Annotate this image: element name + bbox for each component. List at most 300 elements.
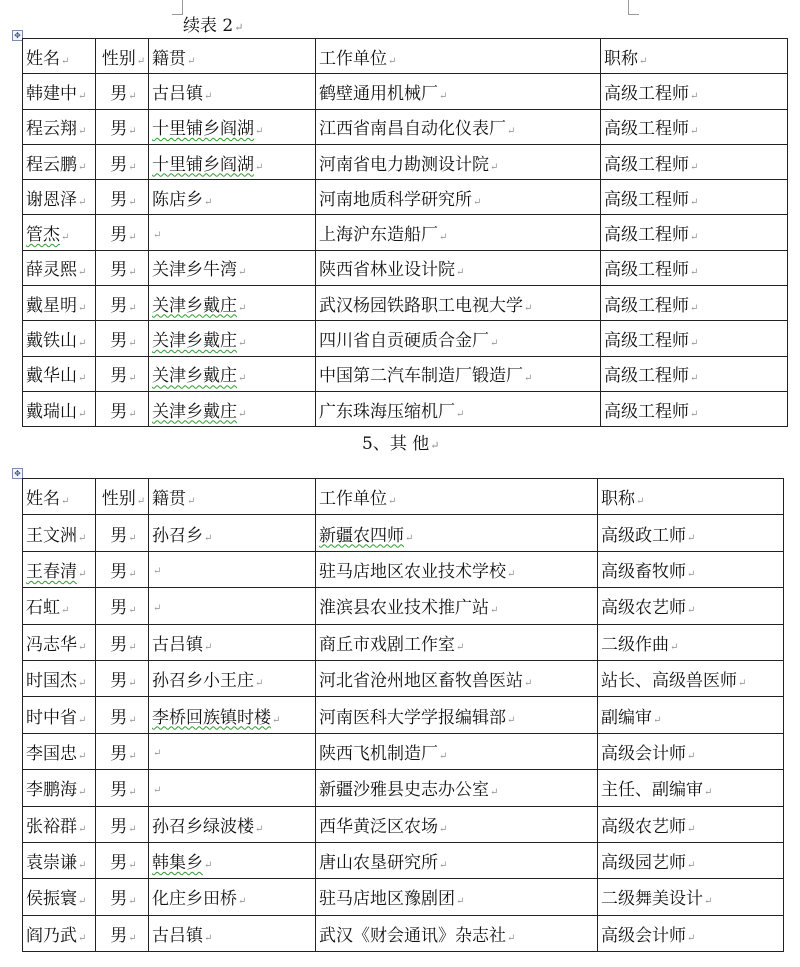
paragraph-mark-icon: ↵ [456,408,465,420]
paragraph-mark-icon: ↵ [78,161,87,173]
paragraph-mark-icon: ↵ [204,860,213,872]
paragraph-mark-icon: ↵ [238,373,247,385]
header-gender [96,479,149,515]
name-cell [23,515,96,551]
native-place-text: 李桥回族镇时楼 [152,707,271,728]
paragraph-mark-icon: ↵ [636,496,645,508]
table-row [23,551,784,587]
name-text: 侯振寰 [26,889,77,910]
work-unit-cell [316,250,601,285]
title-cell [601,144,788,179]
native-place-cell [149,391,316,426]
paragraph-mark-icon: ↵ [234,21,244,34]
native-place-cell [149,286,316,321]
work-unit-text: 淮滨县农业技术推广站 [319,598,489,619]
title-cell [598,879,784,915]
work-unit-text: 中国第二汽车制造厂锻造厂 [319,366,523,387]
native-place-cell [149,624,316,660]
table-row [23,624,784,660]
paragraph-mark-icon: ↵ [388,496,397,508]
title-cell [601,180,788,215]
gender-cell [96,356,149,391]
native-place-text: 古吕镇 [152,925,203,946]
work-unit-text: 陕西飞机制造厂 [319,743,438,764]
work-unit-text: 河北省沧州地区畜牧兽医站 [319,671,523,692]
title-text: 高级工程师 [604,225,689,246]
paragraph-mark-icon: ↵ [153,748,162,760]
paragraph-mark-icon: ↵ [78,408,87,420]
name-text: 韩建中 [26,83,77,104]
native-place-text: 关津乡戴庄 [152,401,237,422]
header-text: 工作单位 [319,48,387,69]
name-cell [23,356,96,391]
native-place-cell [149,660,316,696]
table-row [23,733,784,769]
paragraph-mark-icon: ↵ [78,302,87,314]
paragraph-mark-icon: ↵ [128,90,137,102]
paragraph-mark-icon: ↵ [153,784,162,796]
gender-text: 男 [110,671,128,692]
native-place-text: 十里铺乡阎湖 [152,154,254,175]
native-place-text: 古吕镇 [152,83,203,104]
gender-text: 男 [110,83,128,104]
paragraph-mark-icon: ↵ [78,860,87,872]
paragraph-mark-icon: ↵ [456,641,465,653]
title-text: 高级工程师 [604,119,689,140]
work-unit-cell [316,515,598,551]
table-row [23,697,784,733]
paragraph-mark-icon: ↵ [78,714,87,726]
paragraph-mark-icon: ↵ [690,126,699,138]
paragraph-mark-icon: ↵ [439,750,448,762]
paragraph-mark-icon: ↵ [238,896,247,908]
title-cell [601,286,788,321]
paragraph-mark-icon: ↵ [405,532,414,544]
native-place-cell [149,109,316,144]
paragraph-mark-icon: ↵ [128,750,137,762]
table-row [23,842,784,878]
title-text: 高级农艺师 [601,598,686,619]
native-place-cell [149,806,316,842]
table-row [23,250,788,285]
paragraph-mark-icon: ↵ [388,55,397,67]
name-text: 时中省 [26,707,77,728]
paragraph-mark-icon: ↵ [653,714,662,726]
native-place-cell [149,144,316,179]
work-unit-cell [316,915,598,951]
native-place-cell [149,697,316,733]
paragraph-mark-icon: ↵ [690,373,699,385]
work-unit-cell [316,806,598,842]
header-work-unit [316,479,598,515]
name-cell [23,321,96,356]
gender-cell [96,250,149,285]
name-cell [23,733,96,769]
paragraph-mark-icon: ↵ [136,55,146,67]
native-place-cell [149,180,316,215]
paragraph-mark-icon: ↵ [687,605,696,617]
paragraph-mark-icon: ↵ [153,602,162,614]
table-header-row [23,479,784,515]
paragraph-mark-icon: ↵ [78,896,87,908]
gender-cell [96,551,149,587]
name-text: 程云鹏 [26,154,77,175]
paragraph-mark-icon: ↵ [78,678,87,690]
title-cell [601,321,788,356]
work-unit-cell [316,391,601,426]
paragraph-mark-icon: ↵ [690,338,699,350]
paragraph-mark-icon: ↵ [204,932,213,944]
paragraph-mark-icon: ↵ [439,823,448,835]
gender-cell [96,806,149,842]
gender-text: 男 [110,154,128,175]
work-unit-text: 商丘市戏剧工作室 [319,634,455,655]
header-name [23,39,96,74]
gender-cell [96,321,149,356]
name-cell [23,588,96,624]
header-text: 职称 [601,489,635,510]
work-unit-cell [316,180,601,215]
gender-text: 男 [110,366,128,387]
paragraph-mark-icon: ↵ [639,55,648,67]
native-place-cell [149,879,316,915]
table-row [23,806,784,842]
paragraph-mark-icon: ↵ [238,302,247,314]
native-place-text: 关津乡牛湾 [152,260,237,281]
work-unit-cell [316,770,598,806]
native-place-cell [149,551,316,587]
table-move-handle-icon[interactable]: ✥ [12,30,23,41]
table-row [23,109,788,144]
paragraph-mark-icon: ↵ [153,229,162,241]
paragraph-mark-icon: ↵ [128,678,137,690]
name-cell [23,250,96,285]
gender-cell [96,180,149,215]
paragraph-mark-icon: ↵ [690,232,699,244]
paragraph-mark-icon: ↵ [78,568,87,580]
name-text: 石虹 [26,598,60,619]
header-gender [96,39,149,74]
paragraph-mark-icon: ↵ [524,678,533,690]
paragraph-mark-icon: ↵ [687,568,696,580]
gender-cell [96,588,149,624]
paragraph-mark-icon: ↵ [78,267,87,279]
native-place-cell [149,733,316,769]
paragraph-mark-icon: ↵ [255,161,264,173]
paragraph-mark-icon: ↵ [128,302,137,314]
paragraph-mark-icon: ↵ [704,787,713,799]
paragraph-mark-icon: ↵ [128,532,137,544]
paragraph-mark-icon: ↵ [238,408,247,420]
paragraph-mark-icon: ↵ [238,338,247,350]
title-text: 高级园艺师 [601,853,686,874]
native-place-text: 韩集乡 [152,853,203,874]
paragraph-mark-icon: ↵ [690,90,699,102]
name-text: 李鹏海 [26,780,77,801]
table-move-handle-icon[interactable]: ✥ [12,468,23,479]
gender-cell [96,74,149,109]
paragraph-mark-icon: ↵ [204,90,213,102]
name-cell [23,215,96,250]
work-unit-cell [316,551,598,587]
native-place-cell [149,250,316,285]
work-unit-text: 四川省自贡硬质合金厂 [319,331,489,352]
native-place-cell [149,356,316,391]
native-place-text: 孙召乡 [152,525,203,546]
work-unit-text: 江西省南昌自动化仪表厂 [319,119,506,140]
name-text: 张裕群 [26,816,77,837]
work-unit-text: 新疆沙雅县史志办公室 [319,780,489,801]
paragraph-mark-icon: ↵ [507,932,516,944]
work-unit-text: 鹤壁通用机械厂 [319,83,438,104]
section-heading-text: 5、其 他 [362,434,430,454]
name-cell [23,879,96,915]
work-unit-cell [316,74,601,109]
title-cell [598,842,784,878]
title-text: 高级工程师 [604,260,689,281]
work-unit-text: 广东珠海压缩机厂 [319,401,455,422]
header-text: 姓名 [26,48,60,69]
paragraph-mark-icon: ↵ [687,860,696,872]
table-header-row [23,39,788,74]
paragraph-mark-icon: ↵ [128,161,137,173]
paragraph-mark-icon: ↵ [456,896,465,908]
title-cell [598,551,784,587]
title-cell [598,588,784,624]
gender-text: 男 [110,743,128,764]
work-unit-text: 西华黄泛区农场 [319,816,438,837]
paragraph-mark-icon: ↵ [136,496,146,508]
gender-cell [96,733,149,769]
paragraph-mark-icon: ↵ [187,496,196,508]
paragraph-mark-icon: ↵ [490,605,499,617]
gender-text: 男 [110,401,128,422]
header-work-unit [316,39,601,74]
paragraph-mark-icon: ↵ [687,932,696,944]
native-place-text: 古吕镇 [152,634,203,655]
name-text: 戴华山 [26,366,77,387]
work-unit-text: 驻马店地区豫剧团 [319,889,455,910]
native-place-cell [149,215,316,250]
paragraph-mark-icon: ↵ [78,338,87,350]
title-text: 高级工程师 [604,154,689,175]
name-cell [23,391,96,426]
name-cell [23,624,96,660]
name-text: 戴星明 [26,295,77,316]
gender-text: 男 [110,561,128,582]
native-place-cell [149,321,316,356]
paragraph-mark-icon: ↵ [490,787,499,799]
work-unit-cell [316,697,598,733]
native-place-cell [149,842,316,878]
title-cell [598,697,784,733]
work-unit-text: 河南医科大学学报编辑部 [319,707,506,728]
paragraph-mark-icon: ↵ [690,302,699,314]
paragraph-mark-icon: ↵ [61,605,70,617]
native-place-cell [149,915,316,951]
name-cell [23,915,96,951]
title-cell [598,915,784,951]
native-place-text: 化庄乡田桥 [152,889,237,910]
header-title [598,479,784,515]
gender-cell [96,109,149,144]
header-native-place [149,479,316,515]
paragraph-mark-icon: ↵ [524,302,533,314]
paragraph-mark-icon: ↵ [78,532,87,544]
work-unit-text: 驻马店地区农业技术学校 [319,561,506,582]
name-cell [23,109,96,144]
work-unit-text: 唐山农垦研究所 [319,853,438,874]
name-text: 王春清 [26,561,77,582]
work-unit-cell [316,321,601,356]
work-unit-cell [316,879,598,915]
paragraph-mark-icon: ↵ [128,373,137,385]
gender-text: 男 [110,598,128,619]
name-cell [23,286,96,321]
paragraph-mark-icon: ↵ [490,161,499,173]
paragraph-mark-icon: ↵ [61,232,70,244]
header-text: 籍贯 [152,489,186,510]
native-place-text: 孙召乡绿波楼 [152,816,254,837]
table-row [23,321,788,356]
header-text: 姓名 [26,489,60,510]
paragraph-mark-icon: ↵ [128,605,137,617]
name-text: 袁崇谦 [26,853,77,874]
paragraph-mark-icon: ↵ [128,641,137,653]
paragraph-mark-icon: ↵ [439,860,448,872]
table-row [23,356,788,391]
paragraph-mark-icon: ↵ [187,55,196,67]
title-text: 高级工程师 [604,401,689,422]
gender-text: 男 [110,889,128,910]
title-cell [598,770,784,806]
page-corner-mark-left [172,0,183,15]
native-place-cell [149,588,316,624]
header-native-place [149,39,316,74]
native-place-text: 关津乡戴庄 [152,331,237,352]
gender-cell [96,915,149,951]
paragraph-mark-icon: ↵ [204,196,213,208]
work-unit-cell [316,109,601,144]
gender-text: 男 [110,525,128,546]
name-text: 薛灵熙 [26,260,77,281]
name-text: 冯志华 [26,634,77,655]
title-text: 高级畜牧师 [601,561,686,582]
table-row [23,391,788,426]
paragraph-mark-icon: ↵ [204,641,213,653]
title-cell [601,109,788,144]
page-corner-mark-right [628,0,639,15]
title-cell [601,356,788,391]
gender-cell [96,515,149,551]
title-cell [601,74,788,109]
work-unit-cell [316,660,598,696]
gender-text: 男 [110,295,128,316]
paragraph-mark-icon: ↵ [78,823,87,835]
paragraph-mark-icon: ↵ [78,196,87,208]
work-unit-text: 上海沪东造船厂 [319,225,438,246]
work-unit-cell [316,588,598,624]
paragraph-mark-icon: ↵ [128,232,137,244]
paragraph-mark-icon: ↵ [78,126,87,138]
paragraph-mark-icon: ↵ [255,678,264,690]
table-row [23,74,788,109]
native-place-cell [149,770,316,806]
table-row [23,515,784,551]
name-cell [23,74,96,109]
paragraph-mark-icon: ↵ [687,823,696,835]
work-unit-cell [316,842,598,878]
native-place-text: 孙召乡小王庄 [152,671,254,692]
gender-text: 男 [110,119,128,140]
title-text: 高级农艺师 [601,816,686,837]
gender-text: 男 [110,853,128,874]
personnel-table-continued [22,38,788,427]
gender-cell [96,624,149,660]
name-text: 戴瑞山 [26,401,77,422]
paragraph-mark-icon: ↵ [670,641,679,653]
native-place-cell [149,74,316,109]
title-cell [598,806,784,842]
work-unit-text: 武汉《财会通讯》杂志社 [319,925,506,946]
header-text: 性别 [101,48,136,69]
paragraph-mark-icon: ↵ [128,126,137,138]
name-cell [23,697,96,733]
gender-text: 男 [110,331,128,352]
paragraph-mark-icon: ↵ [204,532,213,544]
paragraph-mark-icon: ↵ [255,126,264,138]
native-place-text: 陈店乡 [152,189,203,210]
section-heading-other [362,434,439,456]
name-cell [23,660,96,696]
paragraph-mark-icon: ↵ [128,338,137,350]
header-name [23,479,96,515]
title-text: 主任、副编审 [601,780,703,801]
paragraph-mark-icon: ↵ [128,860,137,872]
work-unit-cell [316,356,601,391]
title-cell [598,733,784,769]
gender-cell [96,215,149,250]
title-text: 高级政工师 [601,525,686,546]
gender-cell [96,842,149,878]
table-row [23,770,784,806]
gender-cell [96,770,149,806]
title-text: 站长、高级兽医师 [601,671,737,692]
paragraph-mark-icon: ↵ [153,566,162,578]
gender-cell [96,697,149,733]
paragraph-mark-icon: ↵ [704,896,713,908]
work-unit-cell [316,624,598,660]
paragraph-mark-icon: ↵ [473,196,482,208]
title-text: 高级工程师 [604,83,689,104]
work-unit-text: 河南地质科学研究所 [319,189,472,210]
work-unit-text: 新疆农四师 [319,525,404,546]
work-unit-text: 武汉杨园铁路职工电视大学 [319,295,523,316]
paragraph-mark-icon: ↵ [430,439,440,452]
personnel-table-other [22,478,784,952]
paragraph-mark-icon: ↵ [507,714,516,726]
name-text: 谢恩泽 [26,189,77,210]
title-text: 高级工程师 [604,189,689,210]
gender-cell [96,286,149,321]
table-row [23,215,788,250]
title-cell [601,215,788,250]
work-unit-text: 河南省电力勘测设计院 [319,154,489,175]
gender-text: 男 [110,780,128,801]
paragraph-mark-icon: ↵ [78,932,87,944]
title-cell [598,515,784,551]
paragraph-mark-icon: ↵ [61,55,70,67]
